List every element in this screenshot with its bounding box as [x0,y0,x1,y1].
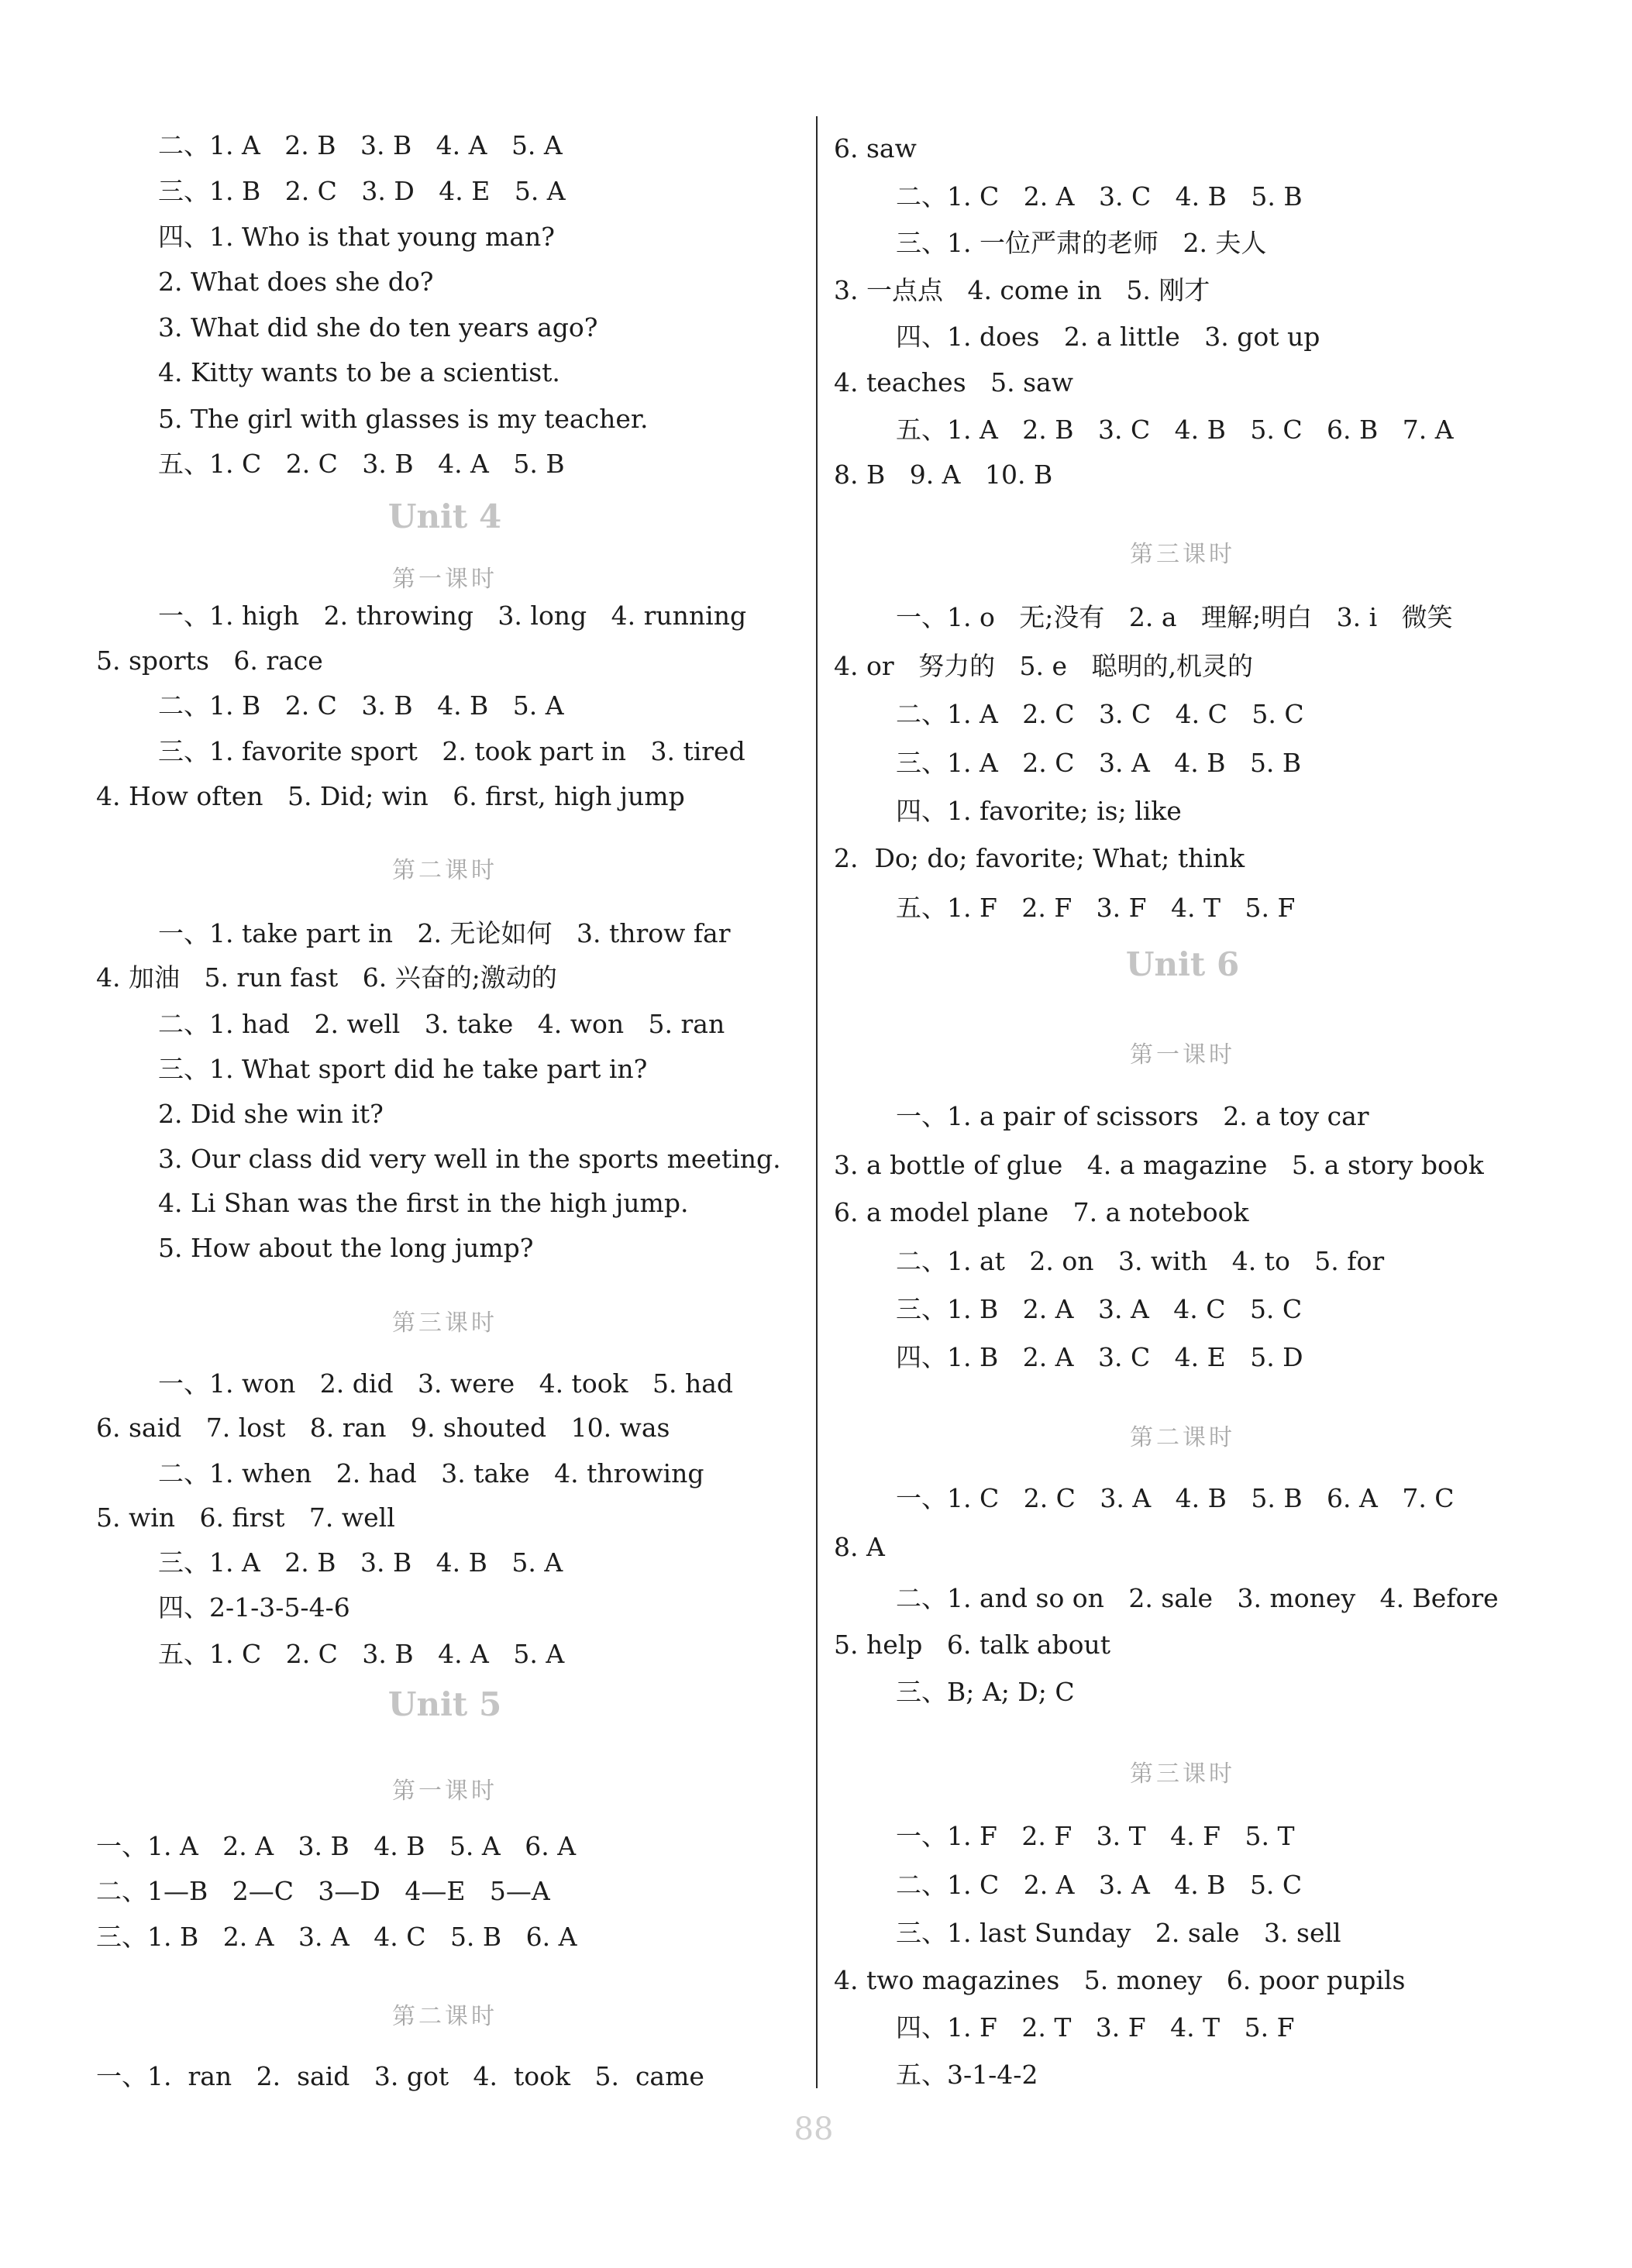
answer-line: 一、1. o 无;没有 2. a 理解;明白 3. i 微笑 [896,602,1453,632]
answer-line: 三、1. A 2. B 3. B 4. B 5. A [158,1547,563,1578]
answer-line: 三、1. B 2. C 3. D 4. E 5. A [158,176,566,206]
answer-line: 三、1. favorite sport 2. took part in 3. tired [158,736,745,766]
lesson-heading: 第二课时 [392,2003,498,2030]
unit-heading: Unit 6 [1125,945,1240,983]
answer-line: 3. What did she do ten years ago? [158,312,598,342]
answer-line: 4. or 努力的 5. e 聪明的,机灵的 [834,651,1254,681]
answer-line: 四、2-1-3-5-4-6 [158,1592,350,1623]
answer-line: 二、1. had 2. well 3. take 4. won 5. ran [158,1009,725,1039]
answer-line: 4. Kitty wants to be a scientist. [158,357,560,387]
lesson-heading: 第三课时 [1130,1760,1235,1788]
answer-line: 四、1. favorite; is; like [896,796,1182,826]
unit-heading: Unit 5 [387,1685,502,1723]
answer-line: 4. 加油 5. run fast 6. 兴奋的;激动的 [96,962,557,993]
answer-line: 5. sports 6. race [96,645,323,676]
answer-line: 2. Do; do; favorite; What; think [834,843,1245,873]
answer-line: 二、1. C 2. A 3. C 4. B 5. B [896,181,1303,212]
answer-line: 四、1. F 2. T 3. F 4. T 5. F [896,2012,1295,2043]
answer-line: 一、1. won 2. did 3. were 4. took 5. had [158,1368,734,1399]
answer-line: 三、1. 一位严肃的老师 2. 夫人 [896,228,1267,258]
answer-line: 4. two magazines 5. money 6. poor pupils [834,1965,1406,1995]
answer-line: 6. a model plane 7. a notebook [834,1197,1249,1227]
answer-line: 3. Our class did very well in the sports meeting. [158,1144,781,1174]
answer-line: 二、1—B 2—C 3—D 4—E 5—A [96,1876,550,1906]
answer-line: 二、1. C 2. A 3. A 4. B 5. C [896,1870,1303,1900]
answer-line: 三、1. last Sunday 2. sale 3. sell [896,1918,1341,1948]
answer-line: 二、1. B 2. C 3. B 4. B 5. A [158,690,564,721]
answer-line: 4. How often 5. Did; win 6. first, high jump [96,781,685,811]
answer-line: 三、B; A; D; C [896,1677,1075,1707]
answer-line: 一、1. F 2. F 3. T 4. F 5. T [896,1821,1295,1851]
column-divider [816,116,818,2088]
answer-line: 6. saw [834,133,917,163]
answer-line: 二、1. A 2. B 3. B 4. A 5. A [158,130,563,160]
answer-line: 5. The girl with glasses is my teacher. [158,404,649,434]
answer-line: 2. Did she win it? [158,1099,384,1129]
answer-line: 五、1. C 2. C 3. B 4. A 5. B [158,449,565,479]
answer-line: 三、1. A 2. C 3. A 4. B 5. B [896,748,1302,778]
answer-line: 二、1. A 2. C 3. C 4. C 5. C [896,699,1304,729]
lesson-heading: 第二课时 [392,857,498,884]
answer-line: 3. a bottle of glue 4. a magazine 5. a story book [834,1150,1484,1180]
answer-line: 4. teaches 5. saw [834,367,1073,398]
answer-line: 三、1. What sport did he take part in? [158,1054,648,1084]
answer-line: 一、1. ran 2. said 3. got 4. took 5. came [96,2061,704,2091]
answer-line: 三、1. B 2. A 3. A 4. C 5. C [896,1294,1303,1324]
page-number: 88 [794,2111,834,2147]
lesson-heading: 第三课时 [392,1310,498,1337]
answer-line: 5. How about the long jump? [158,1233,534,1263]
answer-line: 一、1. take part in 2. 无论如何 3. throw far [158,918,731,948]
answer-line: 三、1. B 2. A 3. A 4. C 5. B 6. A [96,1922,577,1952]
answer-line: 8. B 9. A 10. B [834,459,1053,490]
answer-line: 2. What does she do? [158,267,434,297]
answer-line: 四、1. Who is that young man? [158,222,555,252]
answer-line: 二、1. and so on 2. sale 3. money 4. Before [896,1583,1499,1613]
answer-line: 4. Li Shan was the first in the high jump. [158,1188,689,1218]
answer-line: 6. said 7. lost 8. ran 9. shouted 10. was [96,1413,670,1443]
answer-line: 五、1. F 2. F 3. F 4. T 5. F [896,893,1296,923]
answer-line: 五、3-1-4-2 [896,2060,1038,2090]
answer-line: 5. win 6. first 7. well [96,1502,395,1533]
answer-line: 一、1. high 2. throwing 3. long 4. running [158,601,747,631]
answer-line: 五、1. A 2. B 3. C 4. B 5. C 6. B 7. A [896,415,1454,445]
answer-line: 一、1. C 2. C 3. A 4. B 5. B 6. A 7. C [896,1483,1455,1513]
answer-line: 8. A [834,1532,885,1562]
answer-line: 四、1. B 2. A 3. C 4. E 5. D [896,1342,1303,1372]
lesson-heading: 第一课时 [392,566,498,593]
lesson-heading: 第一课时 [392,1778,498,1805]
lesson-heading: 第二课时 [1130,1424,1235,1451]
answer-line: 五、1. C 2. C 3. B 4. A 5. A [158,1639,565,1669]
lesson-heading: 第三课时 [1130,541,1235,568]
lesson-heading: 第一课时 [1130,1041,1235,1069]
answer-line: 二、1. when 2. had 3. take 4. throwing [158,1458,704,1488]
answer-line: 一、1. a pair of scissors 2. a toy car [896,1101,1369,1131]
answer-line: 二、1. at 2. on 3. with 4. to 5. for [896,1246,1385,1276]
unit-heading: Unit 4 [387,497,502,535]
answer-line: 5. help 6. talk about [834,1630,1111,1660]
answer-line: 一、1. A 2. A 3. B 4. B 5. A 6. A [96,1831,577,1861]
answer-line: 3. 一点点 4. come in 5. 刚才 [834,275,1210,305]
answer-line: 四、1. does 2. a little 3. got up [896,322,1320,352]
